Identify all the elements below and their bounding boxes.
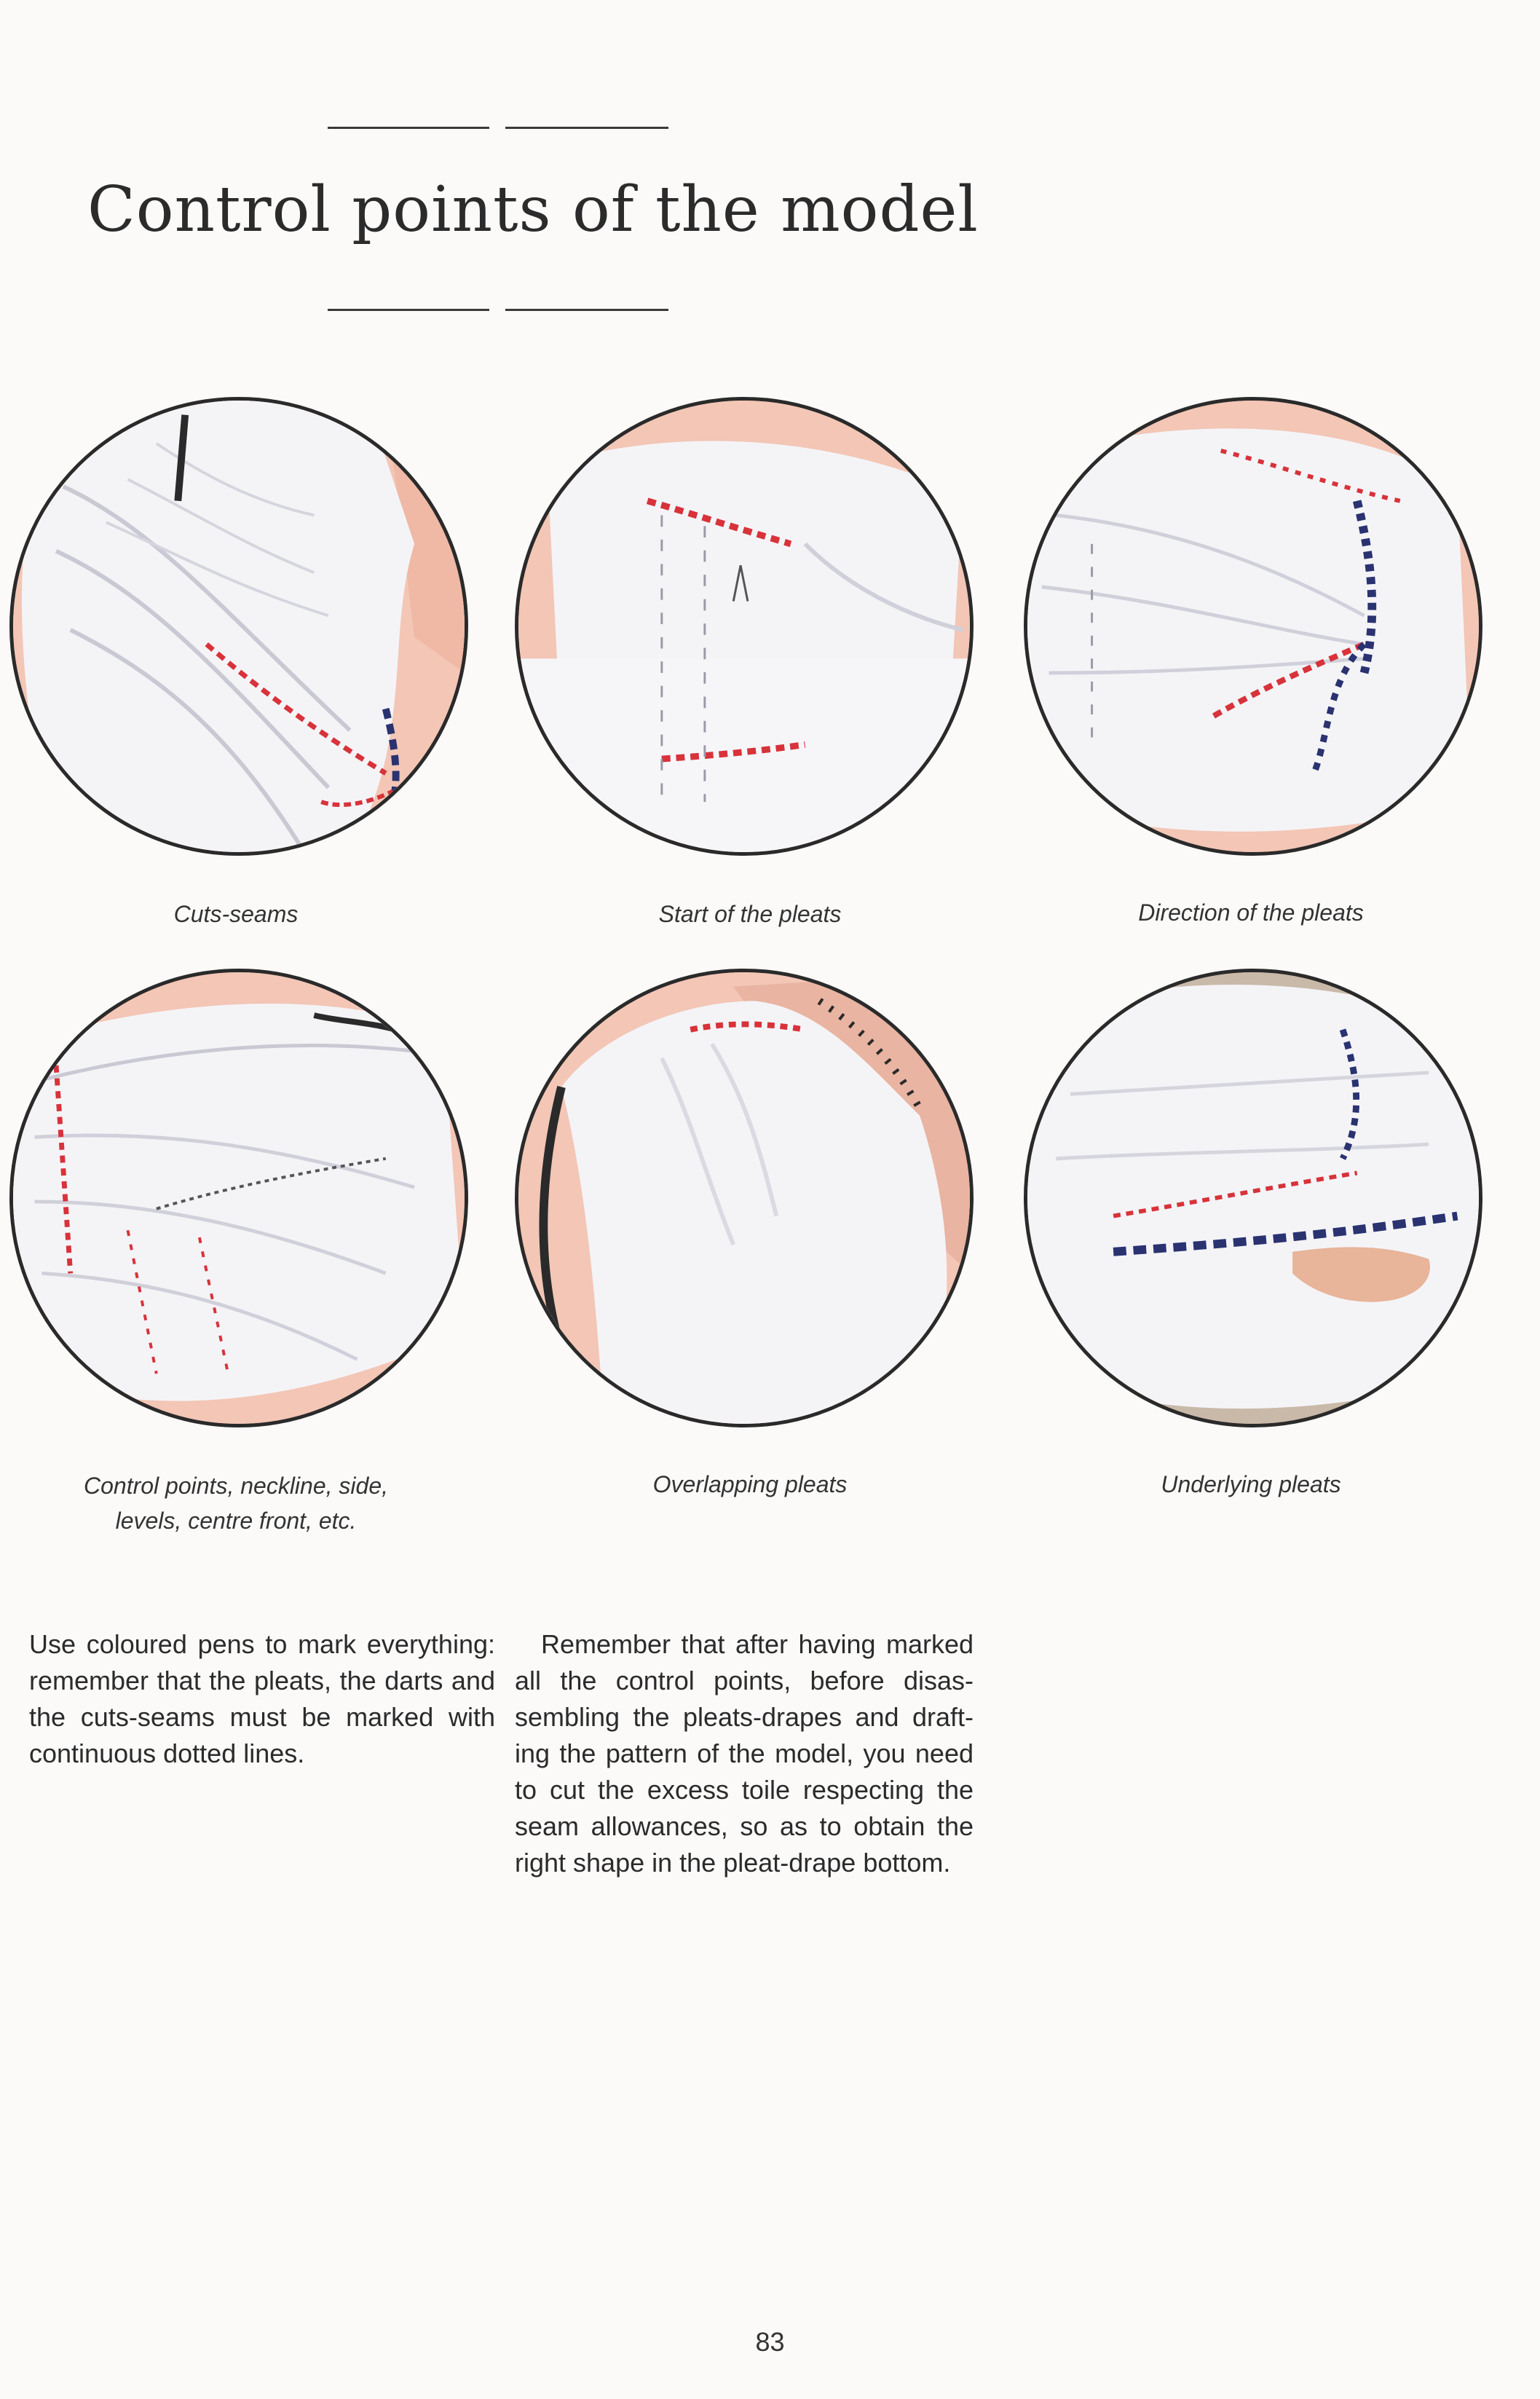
caption-line: Control points, neckline, side, — [84, 1473, 388, 1499]
caption-line: Direction of the pleats — [1138, 899, 1364, 926]
body-text-column-2: Remember that after having marked all the control points, before disassembling the pleats-drapes and drafting the pattern of the model, you need to cut the excess toile respecting the seam allowances, so as to obtain the right shape in the pleat-drape bottom. — [515, 1629, 974, 1878]
caption-line: Cuts-seams — [173, 901, 299, 927]
page-title: Control points of the model — [87, 173, 979, 246]
page-number: 83 — [755, 2327, 785, 2357]
caption-cuts-seams — [3, 897, 469, 931]
caption-line: Underlying pleats — [1161, 1471, 1341, 1497]
photo-underlying-pleats — [1024, 969, 1482, 1427]
caption-direction-of-pleats — [1018, 895, 1484, 930]
photo-control-points — [9, 969, 468, 1427]
title-rule-top-left — [328, 127, 489, 129]
caption-control-points — [3, 1468, 469, 1538]
title-rule-bottom-left — [328, 309, 489, 311]
caption-overlapping-pleats — [517, 1467, 983, 1502]
caption-underlying-pleats — [1018, 1467, 1484, 1502]
title-rule-bottom-right — [505, 309, 668, 311]
photo-direction-of-pleats — [1024, 397, 1482, 856]
photo-start-of-pleats — [515, 397, 974, 856]
caption-start-of-pleats — [517, 897, 983, 931]
photo-overlapping-pleats — [515, 969, 974, 1427]
caption-line: Start of the pleats — [658, 901, 842, 927]
photo-cuts-seams — [9, 397, 468, 856]
body-text-column-1: Use coloured pens to mark everything: remember that the pleats, the darts and the cuts-seams must be marked with continuous dotted lines. — [29, 1629, 495, 1768]
caption-line: Overlapping pleats — [652, 1471, 848, 1497]
caption-line: levels, centre front, etc. — [115, 1508, 357, 1534]
title-rule-top-right — [505, 127, 668, 129]
